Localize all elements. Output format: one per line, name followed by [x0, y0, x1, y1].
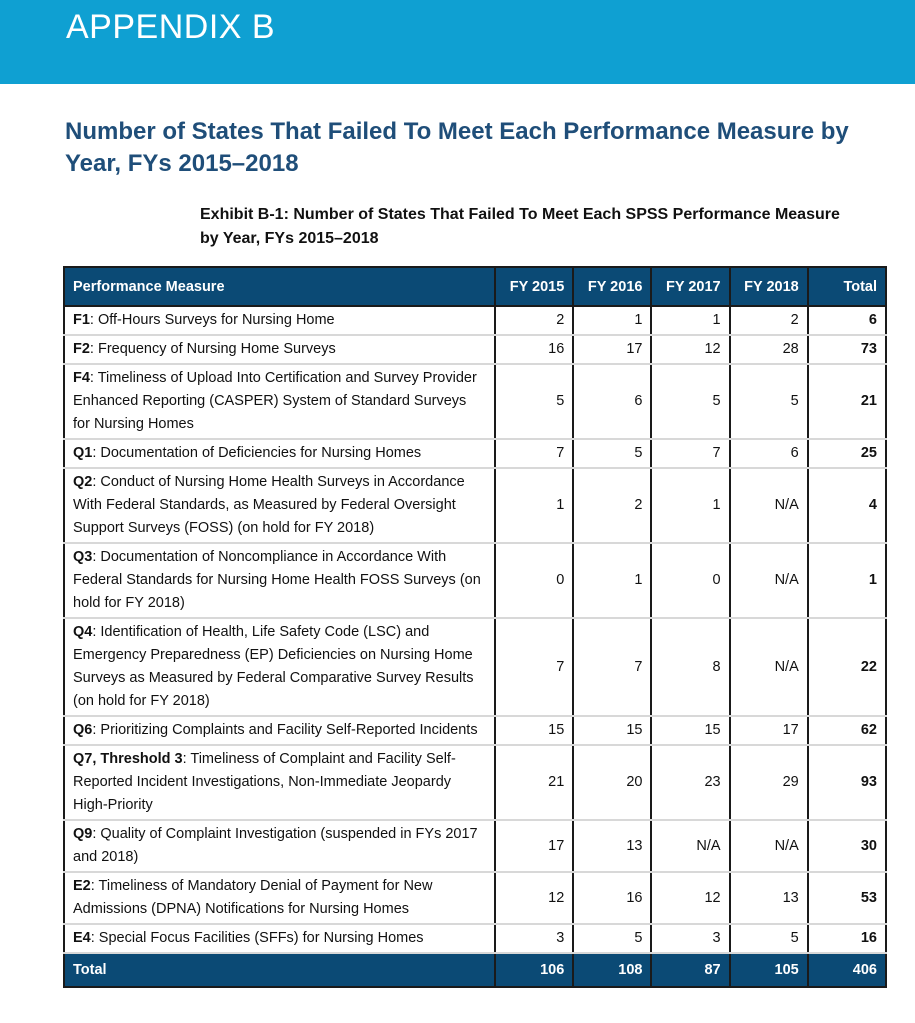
measure-code: Q9: [73, 826, 93, 842]
total-row: [64, 953, 886, 987]
total-cell: 25: [808, 439, 886, 468]
table-row: [64, 543, 886, 618]
table-header-row: [64, 267, 886, 306]
value-cell: 2: [730, 306, 808, 335]
value-cell: N/A: [651, 820, 729, 872]
performance-table: [63, 266, 887, 988]
measure-text: : Conduct of Nursing Home Health Surveys in Accordance With Federal Standards, as Measured by Federal Oversight Support Surveys (FOSS) (on hold for FY 2018): [73, 474, 465, 536]
value-cell: 0: [651, 543, 729, 618]
measure-code: Q1: [73, 445, 93, 461]
value-cell: 5: [730, 364, 808, 439]
header-fy2018: FY 2018: [730, 267, 808, 306]
value-cell: 6: [730, 439, 808, 468]
measure-code: Q6: [73, 722, 93, 738]
measure-text: : Identification of Health, Life Safety Code (LSC) and Emergency Preparedness (EP) Deficiencies on Nursing Home Surveys as Measured by Federal Comparative Survey Results (on hold for FY 2018): [73, 624, 474, 709]
value-cell: 5: [651, 364, 729, 439]
value-cell: 7: [495, 439, 573, 468]
value-cell: 8: [651, 618, 729, 716]
table-row: [64, 618, 886, 716]
value-cell: 7: [573, 618, 651, 716]
value-cell: 17: [730, 716, 808, 745]
value-cell: 6: [573, 364, 651, 439]
value-cell: 23: [651, 745, 729, 820]
measure-text: : Prioritizing Complaints and Facility Self-Reported Incidents: [92, 722, 478, 738]
value-cell: 1: [573, 543, 651, 618]
header-fy2015: FY 2015: [495, 267, 573, 306]
value-cell: 5: [573, 439, 651, 468]
total-label: Total: [64, 953, 495, 987]
value-cell: 3: [651, 924, 729, 953]
measure-code: F2: [73, 341, 90, 357]
appendix-heading: APPENDIX B: [66, 8, 276, 46]
table-row: [64, 335, 886, 364]
total-value-cell: 105: [730, 953, 808, 987]
value-cell: 2: [573, 468, 651, 543]
measure-cell: [64, 745, 495, 820]
value-cell: 0: [495, 543, 573, 618]
value-cell: 21: [495, 745, 573, 820]
table-row: [64, 306, 886, 335]
grand-total-cell: 406: [808, 953, 886, 987]
measure-text: : Timeliness of Upload Into Certification and Survey Provider Enhanced Reporting (CASPER) System of Standard Surveys for Nursing Homes: [73, 370, 477, 432]
table-row: [64, 872, 886, 924]
value-cell: 1: [651, 306, 729, 335]
value-cell: 16: [495, 335, 573, 364]
value-cell: 17: [495, 820, 573, 872]
table-row: [64, 439, 886, 468]
value-cell: 1: [573, 306, 651, 335]
value-cell: 5: [573, 924, 651, 953]
measure-cell: [64, 364, 495, 439]
measure-cell: [64, 924, 495, 953]
header-total: Total: [808, 267, 886, 306]
measure-code: Q2: [73, 474, 93, 490]
measure-text: : Timeliness of Complaint and Facility Self-Reported Incident Investigations, Non-Immediate Jeopardy High-Priority: [73, 751, 456, 813]
total-cell: 22: [808, 618, 886, 716]
page-title: Number of States That Failed To Meet Each Performance Measure by Year, FYs 2015–2018: [65, 118, 849, 177]
measure-cell: [64, 618, 495, 716]
total-cell: 6: [808, 306, 886, 335]
measure-code: E4: [73, 930, 91, 946]
measure-text: : Timeliness of Mandatory Denial of Payment for New Admissions (DPNA) Notifications for Nursing Homes: [73, 878, 433, 917]
value-cell: 29: [730, 745, 808, 820]
value-cell: 15: [495, 716, 573, 745]
measure-text: : Quality of Complaint Investigation (suspended in FYs 2017 and 2018): [73, 826, 478, 865]
value-cell: 7: [495, 618, 573, 716]
total-cell: 93: [808, 745, 886, 820]
value-cell: 2: [495, 306, 573, 335]
value-cell: 15: [573, 716, 651, 745]
value-cell: 1: [651, 468, 729, 543]
total-cell: 16: [808, 924, 886, 953]
measure-cell: [64, 543, 495, 618]
measure-cell: [64, 306, 495, 335]
value-cell: 12: [495, 872, 573, 924]
measure-cell: [64, 335, 495, 364]
header-measure: Performance Measure: [64, 267, 495, 306]
value-cell: 3: [495, 924, 573, 953]
table-row: [64, 716, 886, 745]
measure-code: Q7, Threshold 3: [73, 751, 183, 767]
header-fy2017: FY 2017: [651, 267, 729, 306]
measure-cell: [64, 872, 495, 924]
total-value-cell: 106: [495, 953, 573, 987]
measure-text: : Documentation of Deficiencies for Nursing Homes: [92, 445, 422, 461]
measure-cell: [64, 468, 495, 543]
measure-text: : Frequency of Nursing Home Surveys: [89, 341, 336, 357]
total-cell: 1: [808, 543, 886, 618]
measure-code: F4: [73, 370, 90, 386]
total-cell: 30: [808, 820, 886, 872]
value-cell: N/A: [730, 618, 808, 716]
value-cell: 12: [651, 335, 729, 364]
value-cell: 7: [651, 439, 729, 468]
value-cell: 13: [730, 872, 808, 924]
value-cell: 13: [573, 820, 651, 872]
total-value-cell: 108: [573, 953, 651, 987]
table-row: [64, 468, 886, 543]
value-cell: 5: [495, 364, 573, 439]
total-cell: 73: [808, 335, 886, 364]
measure-code: Q4: [73, 624, 93, 640]
total-cell: 53: [808, 872, 886, 924]
value-cell: 15: [651, 716, 729, 745]
appendix-banner: [0, 0, 915, 84]
total-cell: 4: [808, 468, 886, 543]
value-cell: 16: [573, 872, 651, 924]
table-row: [64, 364, 886, 439]
measure-text: : Off-Hours Surveys for Nursing Home: [89, 312, 335, 328]
value-cell: 5: [730, 924, 808, 953]
measure-cell: [64, 820, 495, 872]
value-cell: N/A: [730, 543, 808, 618]
exhibit-caption: Exhibit B-1: Number of States That Failed To Meet Each SPSS Performance Measure by Year, FYs 2015–2018: [200, 206, 840, 247]
value-cell: 17: [573, 335, 651, 364]
table-row: [64, 924, 886, 953]
value-cell: 1: [495, 468, 573, 543]
value-cell: 12: [651, 872, 729, 924]
header-fy2016: FY 2016: [573, 267, 651, 306]
measure-code: E2: [73, 878, 91, 894]
measure-cell: [64, 439, 495, 468]
value-cell: N/A: [730, 820, 808, 872]
measure-code: F1: [73, 312, 90, 328]
measure-code: Q3: [73, 549, 93, 565]
total-value-cell: 87: [651, 953, 729, 987]
measure-cell: [64, 716, 495, 745]
total-cell: 21: [808, 364, 886, 439]
measure-text: : Documentation of Noncompliance in Accordance With Federal Standards for Nursing Home Health FOSS Surveys (on hold for FY 2018): [73, 549, 481, 611]
value-cell: 20: [573, 745, 651, 820]
total-cell: 62: [808, 716, 886, 745]
value-cell: 28: [730, 335, 808, 364]
table-row: [64, 820, 886, 872]
measure-text: : Special Focus Facilities (SFFs) for Nursing Homes: [90, 930, 424, 946]
value-cell: N/A: [730, 468, 808, 543]
table-row: [64, 745, 886, 820]
